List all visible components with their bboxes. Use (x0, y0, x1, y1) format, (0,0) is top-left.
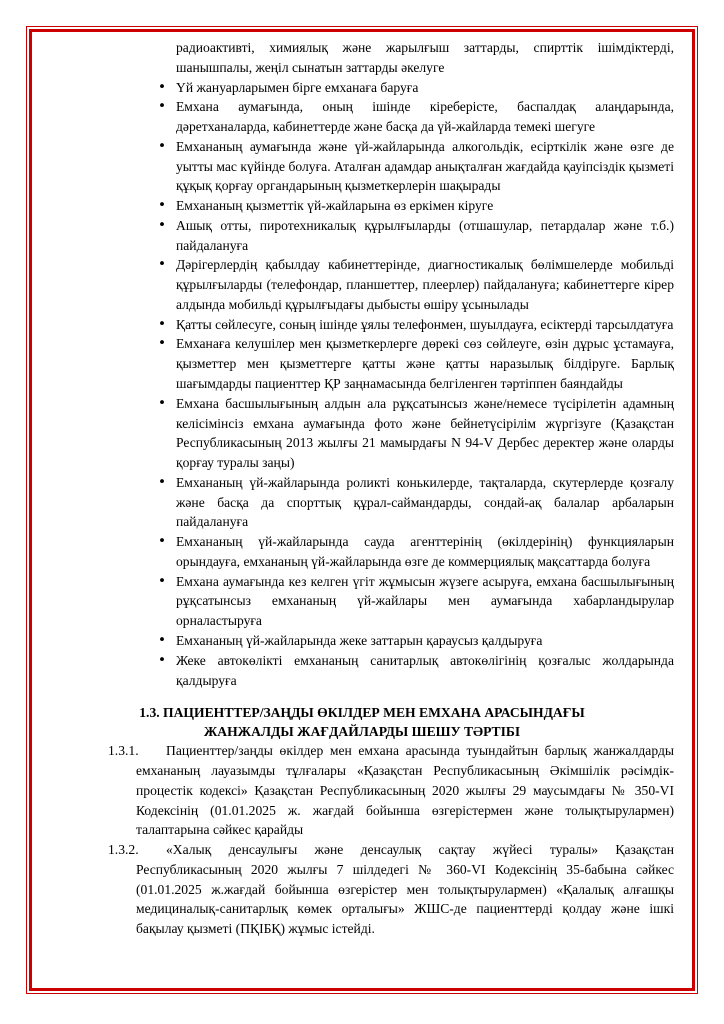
list-item (50, 651, 674, 691)
list-item-text: Емхананың аумағында және үй-жайларында алкогольдік, есірткілік және өзге де уытты мас күйінде болуға. Аталған адамдар анықталған жағдайда қауіпсіздік қызметі құқық қорғау органдарының қызметкерлерін шақырады (176, 138, 674, 194)
clause-number: 1.3.2. (108, 842, 139, 858)
list-item-text: Үй жануарларымен бірге емханаға баруға (176, 79, 419, 95)
bullet-icon: • (158, 394, 167, 411)
bullet-icon: • (158, 197, 167, 214)
intro-paragraph-continuation: радиоактивті, химиялық және жарылғыш заттарды, спирттік ішімдіктерді, шанышпалы, жеңіл сынатын заттарды әкелуге (176, 40, 674, 75)
list-item (50, 334, 674, 393)
bullet-icon: • (158, 533, 167, 550)
list-item (50, 255, 674, 314)
list-item-text: Емхана аумағында, оның ішінде кіреберісте, баспалдақ алаңдарында, дәретханаларда, кабинеттерде және басқа да үй-жайларда темекі шегуге (176, 99, 674, 135)
page-red-border-outer (26, 26, 698, 994)
section-heading-line-2: ЖАНЖАЛДЫ ЖАҒДАЙЛАРДЫ ШЕШУ ТӘРТІБІ (203, 724, 521, 740)
list-item-text: Жеке автокөлікті емхананың санитарлық автокөлігінің қозғалыс жолдарында қалдыруға (176, 652, 674, 688)
clause-number: 1.3.1. (108, 743, 139, 759)
list-item (50, 97, 674, 137)
list-item (50, 394, 674, 473)
list-item-text: Емхананың үй-жайларында сауда агенттерінің (өкілдерінің) функцияларын орындауға, емхананың үй-жайларында өзге де коммерциялық мақсаттарда болуға (176, 534, 674, 569)
bullet-icon: • (158, 631, 167, 648)
list-item-text: Ашық отты, пиротехникалық құрылғыларды (отшашулар, петардалар және т.б.) пайдалануға (176, 217, 674, 253)
list-item (50, 216, 674, 256)
list-item (50, 532, 674, 572)
bullet-icon: • (158, 137, 167, 154)
page-red-border-inner (29, 29, 695, 991)
list-item-text: Дәрігерлердің қабылдау кабинеттерінде, диагностикалық бөлімшелерде мобильді құрылғыларды (телефондар, планшеттер, плеерлер) пайдалануға; кабинеттерге кірер алдында мобильді құрылғыдағы дыбысты өшіру ұсынылады (176, 257, 674, 312)
bullet-icon: • (158, 473, 167, 490)
list-item-text: Емхана басшылығының алдын ала рұқсатынсыз және/немесе түсірілетін адамның келісімінсіз емхана аумағында фото және бейнетүсірілім жүргізуге (Қазақстан Республикасының 2013 жылғы 21 мамырдағы N 94-V Дербес деректер және оларды қорғау туралы заңы) (176, 395, 674, 471)
list-item-text: Қатты сөйлесуге, соның ішінде ұялы телефонмен, шуылдауға, есіктерді тарсылдатуға (176, 316, 674, 332)
list-item (50, 196, 674, 216)
bullet-icon: • (158, 98, 167, 115)
list-item-text: Емхананың үй-жайларында роликті конькилерде, тақталарда, скутерлерде қозғалу және басқа да спорттық құрал-саймандарды, сондай-ақ балалар арбаларын пайдалануға (176, 474, 674, 530)
list-item (50, 572, 674, 631)
clause-text: Пациенттер/заңды өкілдер мен емхана арасында туындайтын барлық жанжалдарды емхананың лауазымды тұлғалары «Қазақстан Республикасының Әкімшілік рәсімдік-процестік кодексі» Қазақстан Республикасының 2020 жылғы 29 маусымдағы № 350-VI Кодексінің (01.01.2025 ж. жағдай бойынша өзгерістермен және толықтырулармен) талаптарына сәйкес қарайды (136, 743, 674, 838)
bullet-icon: • (158, 315, 167, 332)
list-item-text: Емхананың қызметтік үй-жайларына өз еркімен кіруге (176, 198, 494, 214)
bullet-icon: • (158, 216, 167, 233)
list-item-text: Емханаға келушілер мен қызметкерлерге дөрекі сөз сөйлеуге, өзін дұрыс ұстамауға, қызметтер мен қызметтерге қатты және қатты наразылық білдіруге. Барлық шағымдарды пациенттер ҚР заңнамасында белгіленген тәртіппен баяндайды (176, 336, 674, 392)
document-body (32, 32, 692, 988)
bullet-icon: • (158, 651, 167, 668)
list-item (50, 137, 674, 196)
list-item (50, 78, 674, 98)
bullet-icon: • (158, 78, 167, 95)
list-item (50, 315, 674, 335)
list-item-text: Емхананың үй-жайларында жеке заттарын қараусыз қалдыруға (176, 632, 543, 648)
bullet-icon: • (158, 335, 167, 352)
section-heading-line-1: 1.3. ПАЦИЕНТТЕР/ЗАҢДЫ ӨКІЛДЕР МЕН ЕМХАНА АРАСЫНДАҒЫ (139, 705, 585, 721)
list-item (50, 473, 674, 532)
bullet-icon: • (158, 256, 167, 273)
prohibitions-bullet-list (50, 78, 674, 691)
list-item-text: Емхана аумағында кез келген үгіт жұмысын жүзеге асыруға, емхана басшылығының рұқсатынсыз емхананың үй-жайлары мен аумағында хабарландырулар орналастыруға (176, 573, 674, 629)
clause-1-3-1 (50, 741, 674, 840)
list-item (50, 631, 674, 651)
bullet-icon: • (158, 572, 167, 589)
clause-text: «Халық денсаулығы және денсаулық сақтау жүйесі туралы» Қазақстан Республикасының 2020 жылғы 7 шілдедегі № 360-VI Кодексінің 35-бабына сәйкес (01.01.2025 ж.жағдай бойынша өзгерістер мен толықтырулармен) «Қалалық алғашқы медициналық-санитарлық көмек орталығы» ЖШС-де пациенттерді қолдау және ішкі бақылау қызметі (ПҚІБҚ) жұмыс істейді. (136, 842, 674, 937)
clause-1-3-2 (50, 840, 674, 939)
